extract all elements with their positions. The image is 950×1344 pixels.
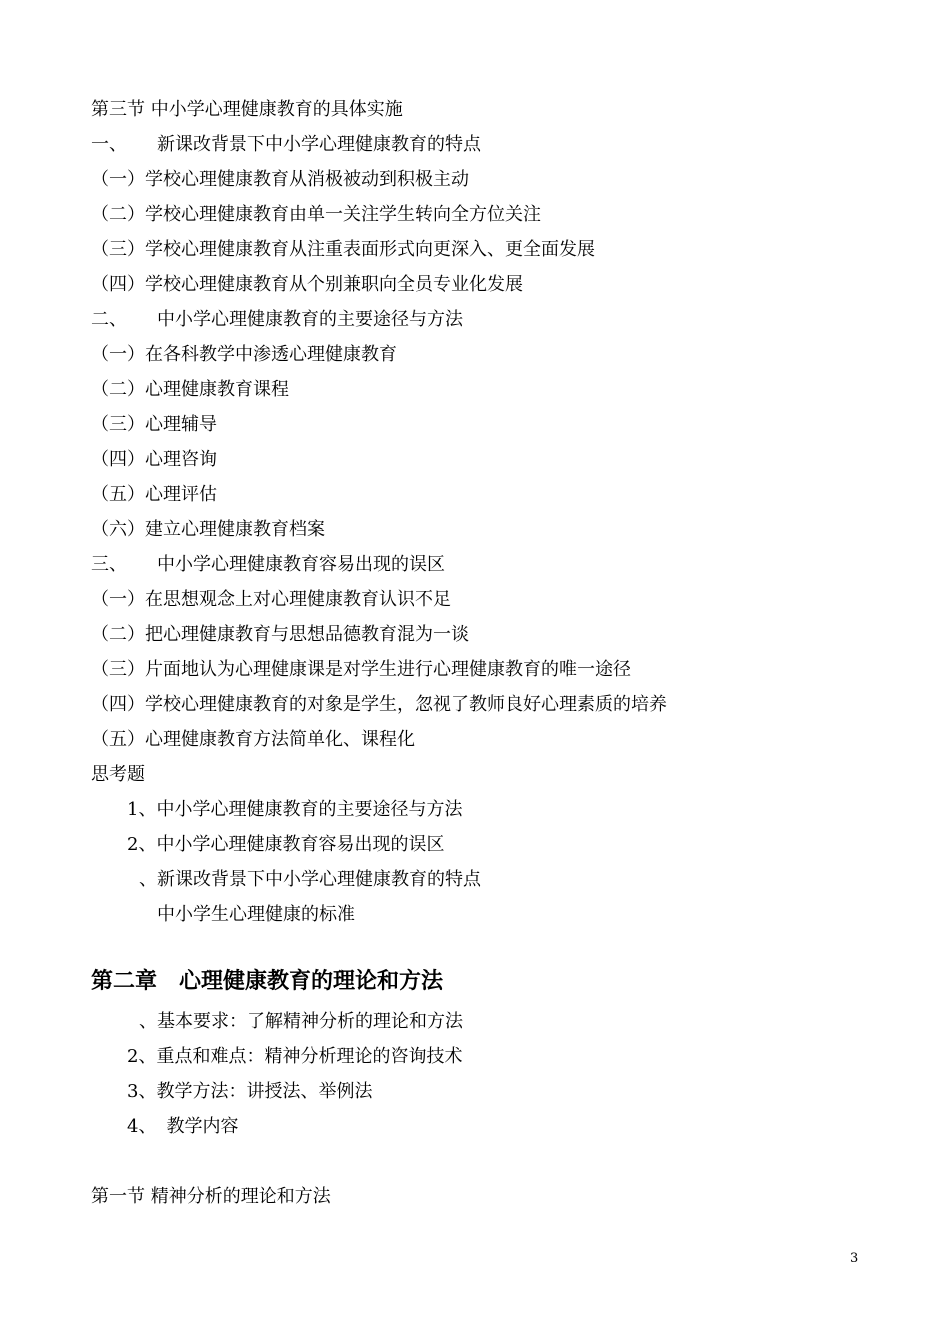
- part-2-item: （六）建立心理健康教育档案: [91, 519, 325, 540]
- part-1-item: （二）学校心理健康教育由单一关注学生转向全方位关注: [91, 204, 541, 225]
- page-number: 3: [850, 1251, 859, 1266]
- part-3-item: （二）把心理健康教育与思想品德教育混为一谈: [91, 624, 469, 645]
- section-3-title: 第三节 中小学心理健康教育的具体实施: [91, 99, 403, 120]
- part-3-item: （三）片面地认为心理健康课是对学生进行心理健康教育的唯一途径: [91, 659, 631, 680]
- part-2-item: （一）在各科教学中渗透心理健康教育: [91, 344, 397, 365]
- chapter-2-item: [127, 1115, 238, 1139]
- question-item: 中小学生心理健康的标准: [157, 904, 355, 925]
- part-1-item: （一）学校心理健康教育从消极被动到积极主动: [91, 169, 469, 190]
- chapter-2-item-4-number: 4、: [127, 1116, 157, 1137]
- chapter-2-title: 第二章 心理健康教育的理论和方法: [91, 969, 444, 994]
- part-3-item: （一）在思想观念上对心理健康教育认识不足: [91, 589, 451, 610]
- part-3-heading: [91, 553, 445, 577]
- part-1-heading: [91, 133, 481, 157]
- part-2-number: 二、: [91, 309, 127, 330]
- part-1-title: 新课改背景下中小学心理健康教育的特点: [157, 134, 481, 155]
- chapter-2-item: 3、教学方法：讲授法、举例法: [127, 1081, 373, 1102]
- part-3-number: 三、: [91, 554, 127, 575]
- part-3-item: （五）心理健康教育方法简单化、课程化: [91, 729, 415, 750]
- chapter-2-item: 、基本要求：了解精神分析的理论和方法: [139, 1011, 463, 1032]
- question-item: 1、中小学心理健康教育的主要途径与方法: [127, 799, 463, 820]
- question-item: 、新课改背景下中小学心理健康教育的特点: [139, 869, 481, 890]
- chapter-2-item: 2、重点和难点：精神分析理论的咨询技术: [127, 1046, 463, 1067]
- part-3-title: 中小学心理健康教育容易出现的误区: [157, 554, 445, 575]
- part-1-item: （三）学校心理健康教育从注重表面形式向更深入、更全面发展: [91, 239, 595, 260]
- part-1-number: 一、: [91, 134, 127, 155]
- part-2-title: 中小学心理健康教育的主要途径与方法: [157, 309, 463, 330]
- chapter-2-section-1-title: 第一节 精神分析的理论和方法: [91, 1186, 331, 1207]
- part-2-item: （五）心理评估: [91, 484, 217, 505]
- part-2-item: （二）心理健康教育课程: [91, 379, 289, 400]
- question-item: 2、中小学心理健康教育容易出现的误区: [127, 834, 445, 855]
- part-3-item: （四）学校心理健康教育的对象是学生，忽视了教师良好心理素质的培养: [91, 694, 667, 715]
- part-1-item: （四）学校心理健康教育从个别兼职向全员专业化发展: [91, 274, 523, 295]
- questions-title: 思考题: [91, 764, 145, 785]
- part-2-heading: [91, 308, 463, 332]
- chapter-2-item-4-text: 教学内容: [166, 1116, 239, 1137]
- part-2-item: （四）心理咨询: [91, 449, 217, 470]
- part-2-item: （三）心理辅导: [91, 414, 217, 435]
